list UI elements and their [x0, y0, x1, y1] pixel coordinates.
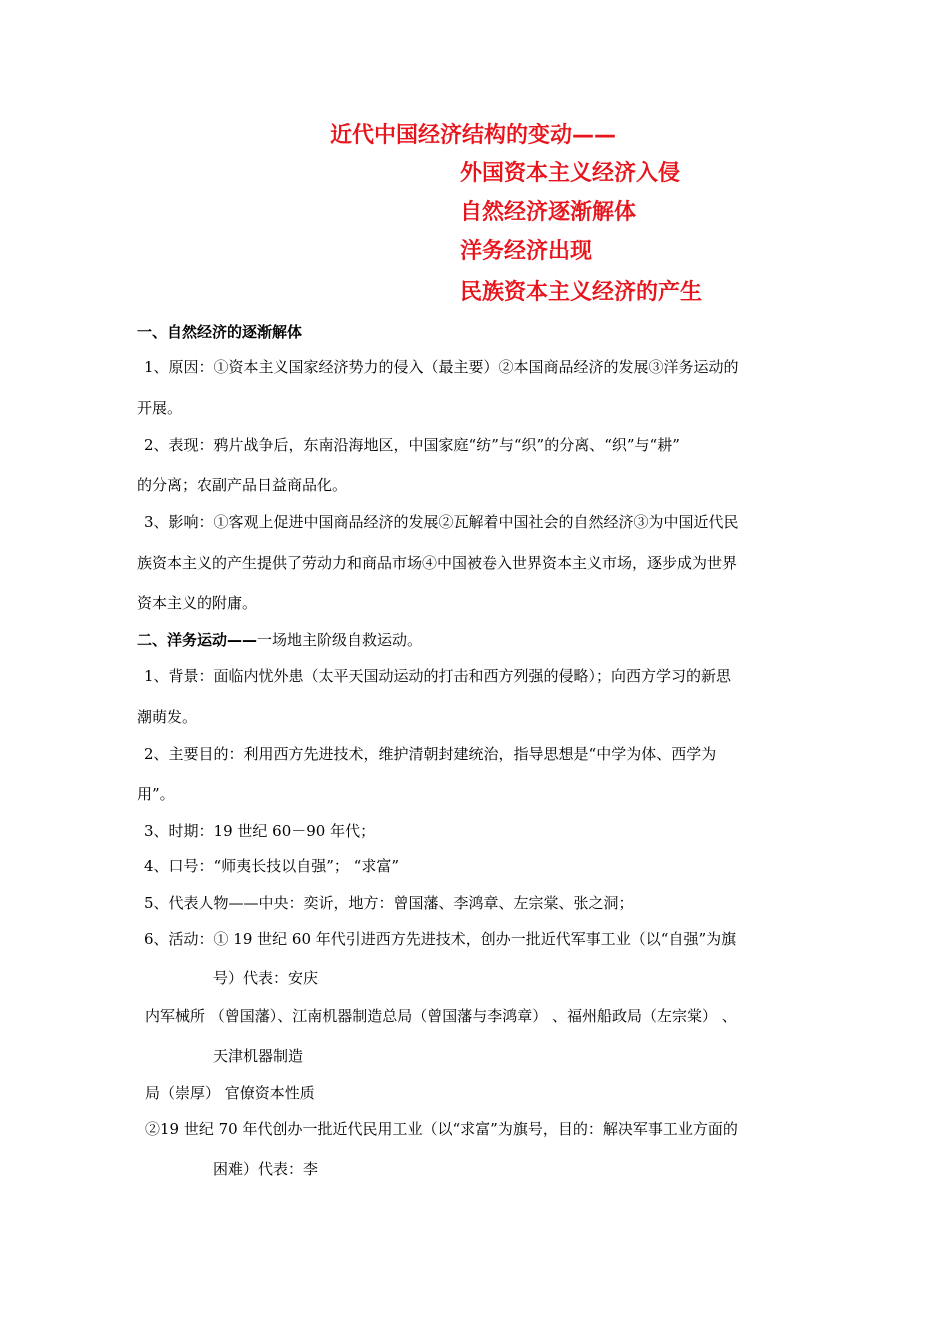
- section2-heading: [137, 630, 422, 650]
- s2-item6-line3: 内军械所 （曾国藩）、江南机器制造总局（曾国藩与李鸿章） 、福州船政局（左宗棠） 、: [145, 1007, 737, 1025]
- s2-item4: 4、口号：“师夷长技以自强”； “求富”: [144, 857, 399, 875]
- section1-heading: 一、自然经济的逐渐解体: [137, 323, 303, 341]
- s1-item1-line1: 1、原因：①资本主义国家经济势力的侵入（最主要）②本国商品经济的发展③洋务运动的: [144, 358, 739, 376]
- doc-subtitle-4: 民族资本主义经济的产生: [460, 280, 703, 305]
- s1-item2-line1: 2、表现：鸦片战争后，东南沿海地区，中国家庭“纺”与“织”的分离、“织”与“耕”: [144, 436, 680, 454]
- s2-item6-line4: 天津机器制造: [213, 1047, 304, 1065]
- s2-item6-line5: 局（崇厚） 官僚资本性质: [145, 1084, 315, 1102]
- s2-item5: 5、代表人物——中央：奕䜣，地方：曾国藩、李鸿章、左宗棠、张之洞；: [144, 894, 634, 912]
- doc-title: 近代中国经济结构的变动——: [330, 123, 617, 148]
- s1-item2-line2: 的分离；农副产品日益商品化。: [137, 476, 348, 494]
- s1-item3-line3: 资本主义的附庸。: [137, 594, 258, 612]
- s1-item1-line2: 开展。: [137, 399, 183, 417]
- s2-item1-line2: 潮萌发。: [137, 708, 198, 726]
- s2-item6-line6: ②19 世纪 70 年代创办一批近代民用工业（以“求富”为旗号，目的：解决军事工业方面的: [145, 1120, 738, 1138]
- s1-item3-line2: 族资本主义的产生提供了劳动力和商品市场④中国被卷入世界资本主义市场，逐步成为世界: [137, 554, 738, 572]
- section2-heading-bold: 二、洋务运动——: [137, 631, 258, 649]
- s2-item2-line2: 用”。: [137, 785, 175, 803]
- s2-item6-line7: 困难）代表：李: [213, 1160, 319, 1178]
- s1-item3-line1: 3、影响：①客观上促进中国商品经济的发展②瓦解着中国社会的自然经济③为中国近代民: [144, 513, 739, 531]
- doc-subtitle-1: 外国资本主义经济入侵: [460, 161, 681, 186]
- s2-item3: 3、时期：19 世纪 60－90 年代；: [144, 822, 376, 840]
- s2-item6-line1: 6、活动：① 19 世纪 60 年代引进西方先进技术，创办一批近代军事工业（以“自强”为旗: [144, 930, 737, 948]
- s2-item2-line1: 2、主要目的：利用西方先进技术，维护清朝封建统治，指导思想是“中学为体、西学为: [144, 745, 717, 763]
- s2-item1-line1: 1、背景：面临内忧外患（太平天国动运动的打击和西方列强的侵略）；向西方学习的新思: [144, 667, 732, 685]
- s2-item6-line2: 号）代表：安庆: [213, 969, 319, 987]
- doc-subtitle-3: 洋务经济出现: [460, 239, 593, 264]
- doc-subtitle-2: 自然经济逐渐解体: [460, 200, 637, 225]
- section2-heading-rest: 一场地主阶级自救运动。: [257, 631, 423, 649]
